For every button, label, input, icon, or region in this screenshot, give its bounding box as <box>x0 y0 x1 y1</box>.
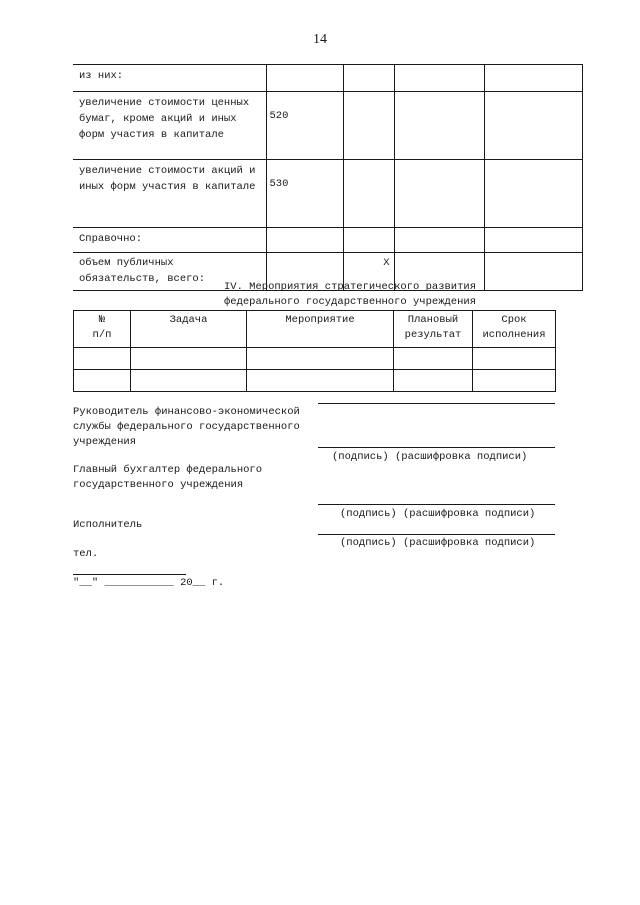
label-line: Главный бухгалтер федерального <box>73 464 263 476</box>
row-label: из них: <box>73 65 266 92</box>
table-cell <box>247 348 394 370</box>
row-cell <box>394 65 484 92</box>
table-row <box>73 65 582 92</box>
row-cell <box>343 228 394 253</box>
row-cell <box>343 160 394 228</box>
row-label: Справочно: <box>73 228 266 253</box>
row-code <box>266 228 343 253</box>
column-header-task <box>131 311 247 348</box>
table-cell <box>131 348 247 370</box>
table-row <box>74 370 556 392</box>
header-text: Задача <box>169 314 208 326</box>
row-cell <box>484 92 582 160</box>
header-text: результат <box>404 329 462 341</box>
date-rule <box>73 574 186 575</box>
row-label: увеличение стоимости ценных бумаг, кроме акций и иных форм участия в капитале <box>73 92 266 160</box>
row-cell <box>394 92 484 160</box>
row-label: объем публичных обязательств, всего: <box>73 253 266 291</box>
chief-accountant-label <box>73 463 262 493</box>
header-text: Срок <box>501 314 527 326</box>
signature-line <box>318 447 555 448</box>
row-cell <box>484 228 582 253</box>
row-cell <box>484 160 582 228</box>
table-row <box>74 348 556 370</box>
row-cell: X <box>343 253 394 291</box>
phone-label: тел. <box>73 548 99 560</box>
header-text: Мероприятие <box>285 314 355 326</box>
table-cell <box>394 370 473 392</box>
strategic-events-table <box>73 310 556 392</box>
signature-caption: (подпись) (расшифровка подписи) <box>332 451 528 463</box>
table-cell <box>74 348 131 370</box>
column-header-number <box>74 311 131 348</box>
table-cell <box>131 370 247 392</box>
label-line: Руководитель финансово-экономической <box>73 406 300 418</box>
header-text: исполнения <box>482 329 546 341</box>
page-number: 14 <box>313 32 327 47</box>
column-header-result <box>394 311 473 348</box>
row-code: 520 <box>266 92 343 160</box>
row-cell <box>343 92 394 160</box>
row-cell <box>394 160 484 228</box>
table-row <box>73 160 582 228</box>
table-cell <box>473 370 556 392</box>
row-label: увеличение стоимости акций и иных форм участия в капитале <box>73 160 266 228</box>
column-header-deadline <box>473 311 556 348</box>
signature-line <box>318 534 555 535</box>
row-code <box>266 65 343 92</box>
date-field: "__" ___________ 20__ г. <box>73 577 225 589</box>
label-line: службы федерального государственного <box>73 421 300 433</box>
section-title-line: IV. Мероприятия стратегического развития <box>223 281 477 293</box>
signature-caption: (подпись) (расшифровка подписи) <box>340 508 536 520</box>
column-header-event <box>247 311 394 348</box>
row-code: 530 <box>266 160 343 228</box>
table-cell <box>247 370 394 392</box>
table-cell <box>394 348 473 370</box>
table-cell <box>473 348 556 370</box>
table-header-row <box>74 311 556 348</box>
header-text: п/п <box>92 329 112 341</box>
section-title <box>200 280 500 310</box>
head-of-finance-label <box>73 405 300 450</box>
executor-label: Исполнитель <box>73 519 143 531</box>
row-cell <box>343 65 394 92</box>
signature-caption: (подпись) (расшифровка подписи) <box>340 537 536 549</box>
section-title-line: федерального государственного учреждения <box>223 296 477 308</box>
signature-line <box>318 504 555 505</box>
label-line: учреждения <box>73 436 137 448</box>
financial-table <box>73 64 583 291</box>
signature-line <box>318 403 555 404</box>
table-cell <box>74 370 131 392</box>
header-text: № <box>98 314 106 326</box>
table-row <box>73 92 582 160</box>
row-cell <box>394 228 484 253</box>
row-cell <box>484 65 582 92</box>
table-row <box>73 228 582 253</box>
header-text: Плановый <box>407 314 459 326</box>
label-line: государственного учреждения <box>73 479 244 491</box>
